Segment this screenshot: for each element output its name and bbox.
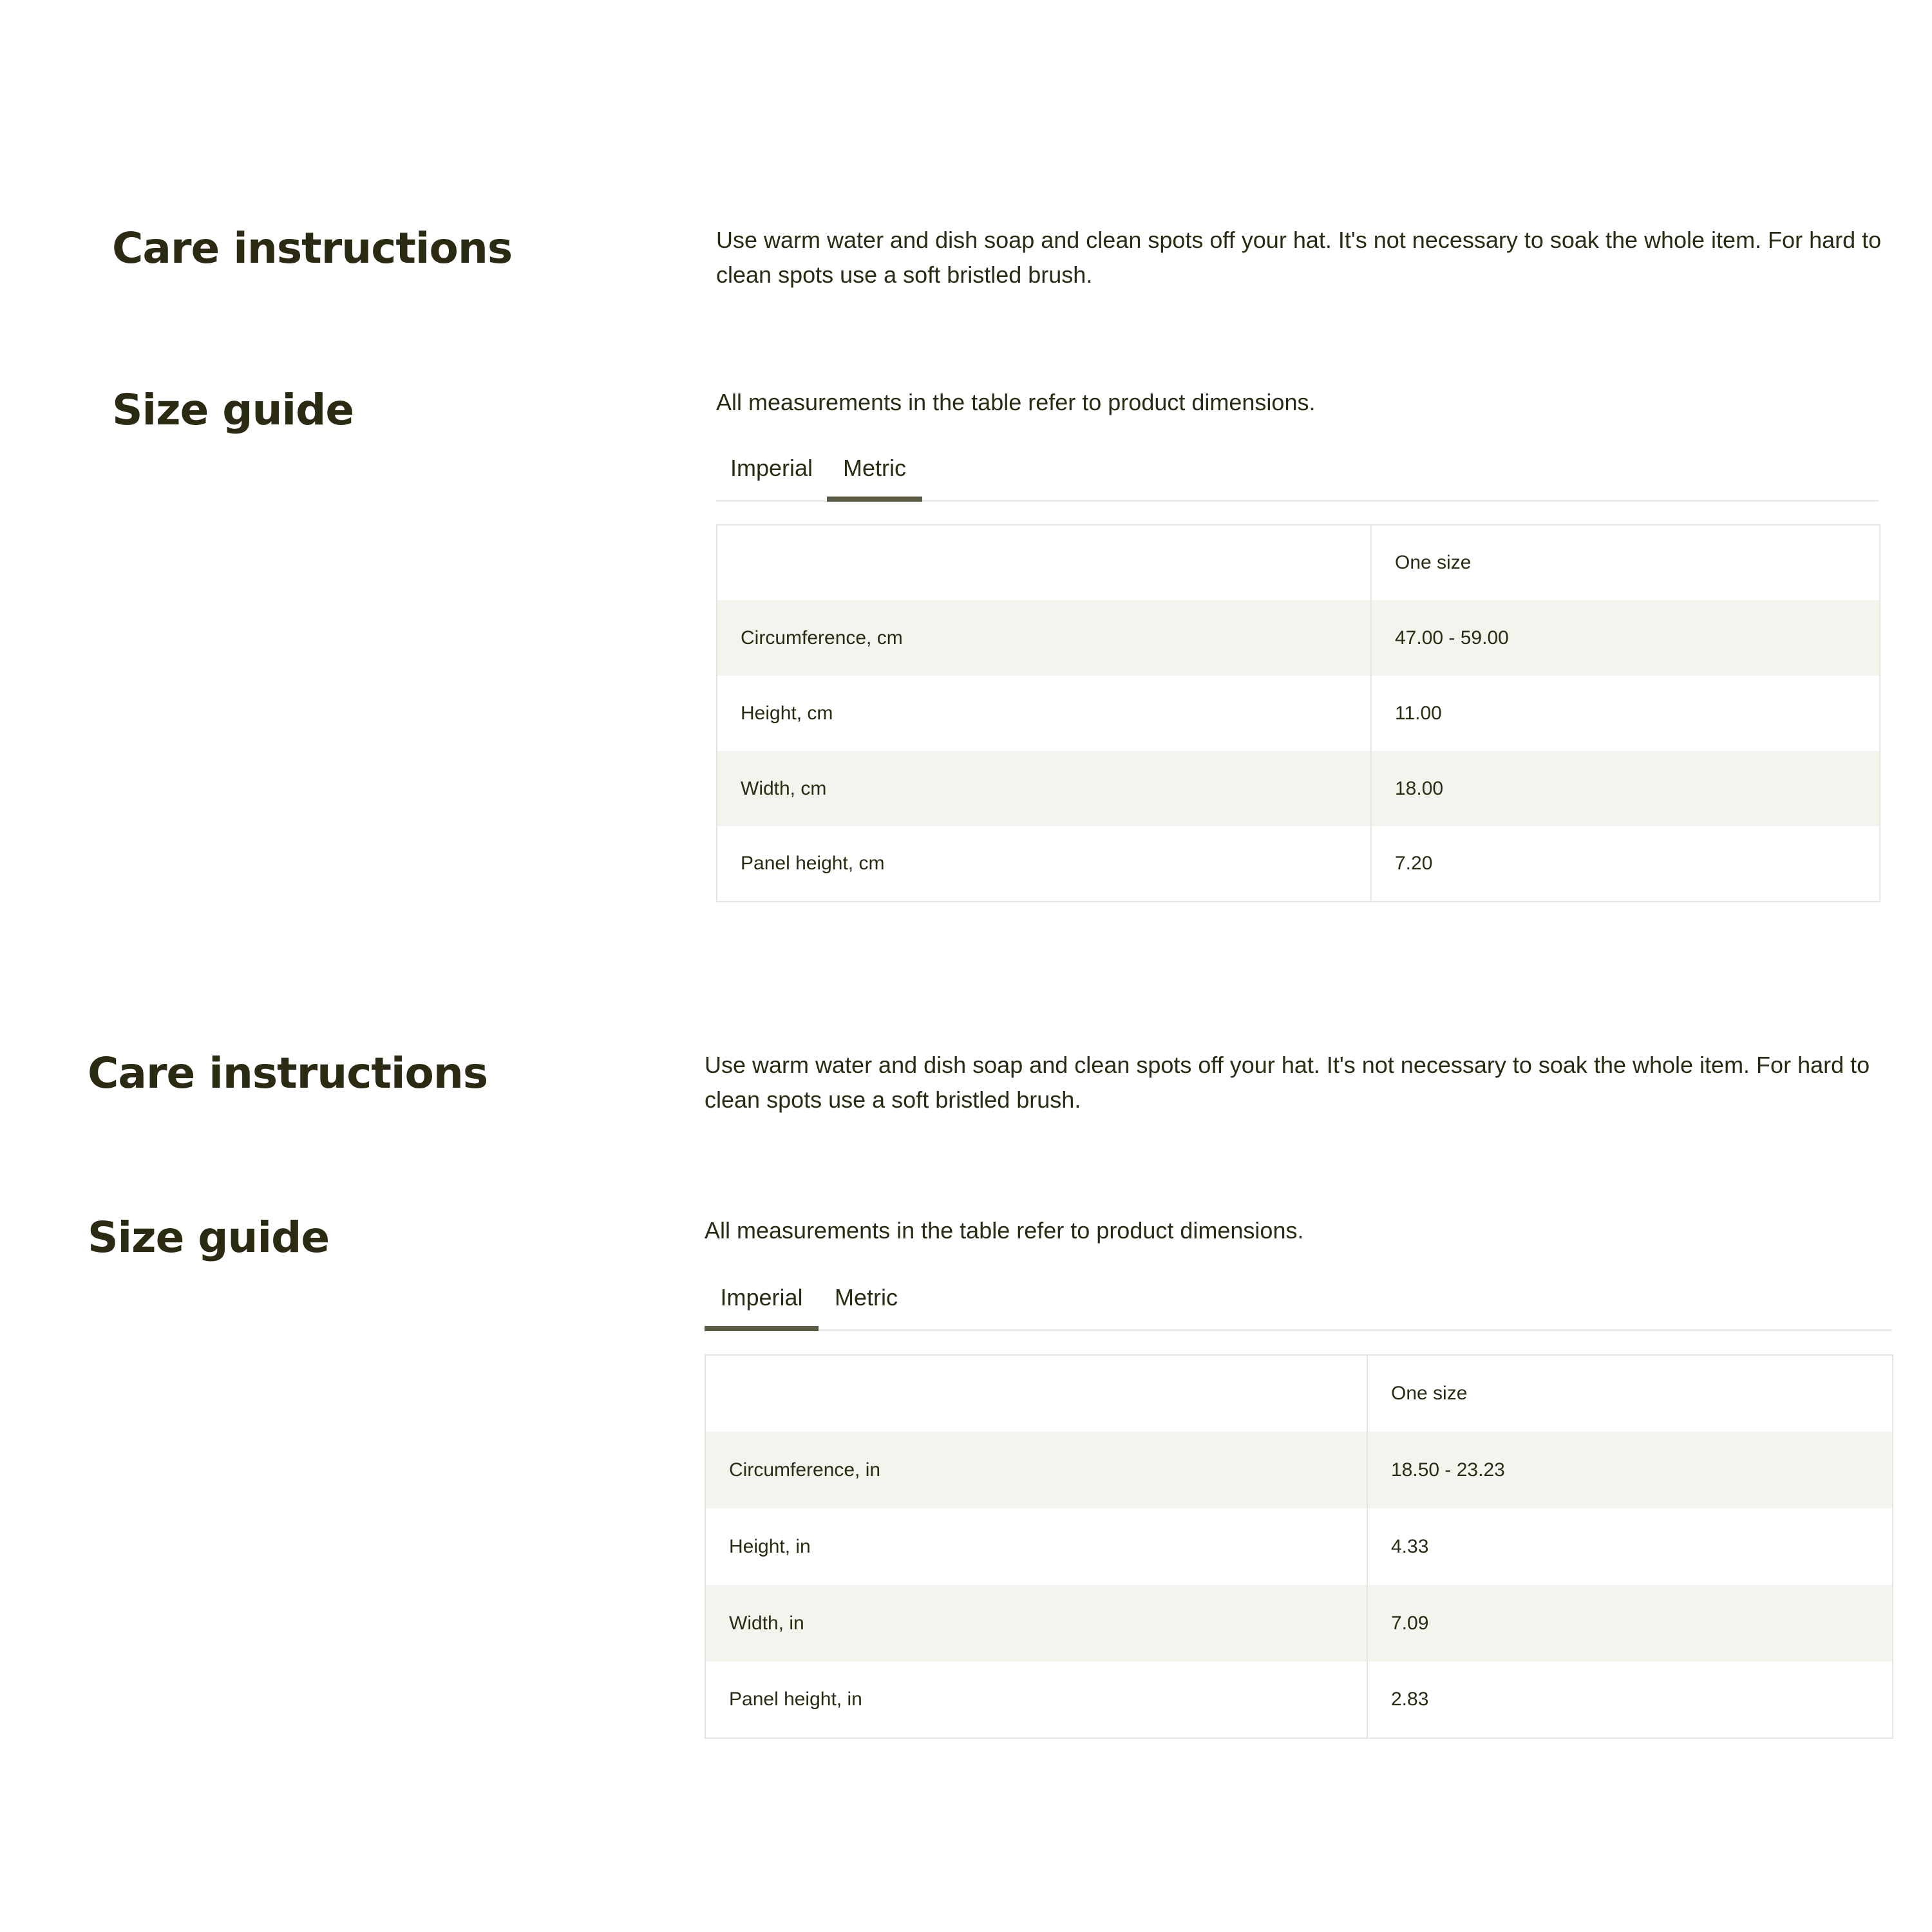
care-instructions-text: Use warm water and dish soap and clean spots off your hat. It's not necessary to soak the whole item. For hard to clean spots use a soft bristled brush. [705,1052,1870,1113]
unit-tabs [705,1275,1891,1331]
table-row [717,676,1880,751]
table-row-label: Panel height, cm [741,853,885,874]
table-row [717,751,1880,826]
table-row-value: 7.20 [1371,826,1880,902]
size-table [716,524,1880,902]
tab-imperial[interactable]: Imperial [730,455,813,481]
size-guide-note: All measurements in the table refer to product dimensions. [705,1217,1304,1244]
table-header-cell: One size [1371,525,1880,600]
tab-metric[interactable]: Metric [835,1284,898,1311]
table-row-value: 2.83 [1367,1662,1893,1738]
table-row [705,1508,1893,1585]
table-row-label: Width, in [705,1585,1367,1662]
table-row [705,1662,1893,1738]
table-row-value: 11.00 [1371,676,1880,751]
table-row-label: Width, cm [717,751,1371,826]
table-row-value: 18.50 - 23.23 [1367,1432,1893,1508]
care-instructions-heading: Care instructions [112,223,513,273]
table-row [717,826,1880,902]
size-table [705,1354,1893,1739]
tab-metric[interactable]: Metric [827,446,922,500]
table-header-cell [705,1355,1367,1432]
table-header-row [705,1355,1893,1432]
table-row-label: Circumference, cm [717,600,1371,676]
table-row-value: 18.00 [1371,751,1880,826]
unit-tabs [716,446,1879,502]
table-row-label: Height, cm [741,702,833,724]
table-row-value: 4.33 [1367,1508,1893,1585]
size-guide-heading: Size guide [112,385,354,435]
table-row-label: Panel height, in [729,1689,862,1710]
table-header-cell: One size [1367,1355,1893,1432]
size-guide-heading: Size guide [88,1213,330,1262]
table-row-label: Height, in [729,1535,811,1557]
table-header-cell [717,525,1371,600]
size-guide-note: All measurements in the table refer to product dimensions. [716,389,1316,415]
table-header-row [717,525,1880,600]
care-instructions-text: Use warm water and dish soap and clean spots off your hat. It's not necessary to soak the whole item. For hard to clean spots use a soft bristled brush. [716,227,1882,288]
table-row-label: Circumference, in [705,1432,1367,1508]
table-row [717,600,1880,676]
table-row-value: 7.09 [1367,1585,1893,1662]
care-instructions-heading: Care instructions [88,1048,488,1098]
table-row [705,1432,1893,1508]
tab-imperial[interactable]: Imperial [705,1275,819,1329]
table-row-value: 47.00 - 59.00 [1371,600,1880,676]
table-row [705,1585,1893,1662]
